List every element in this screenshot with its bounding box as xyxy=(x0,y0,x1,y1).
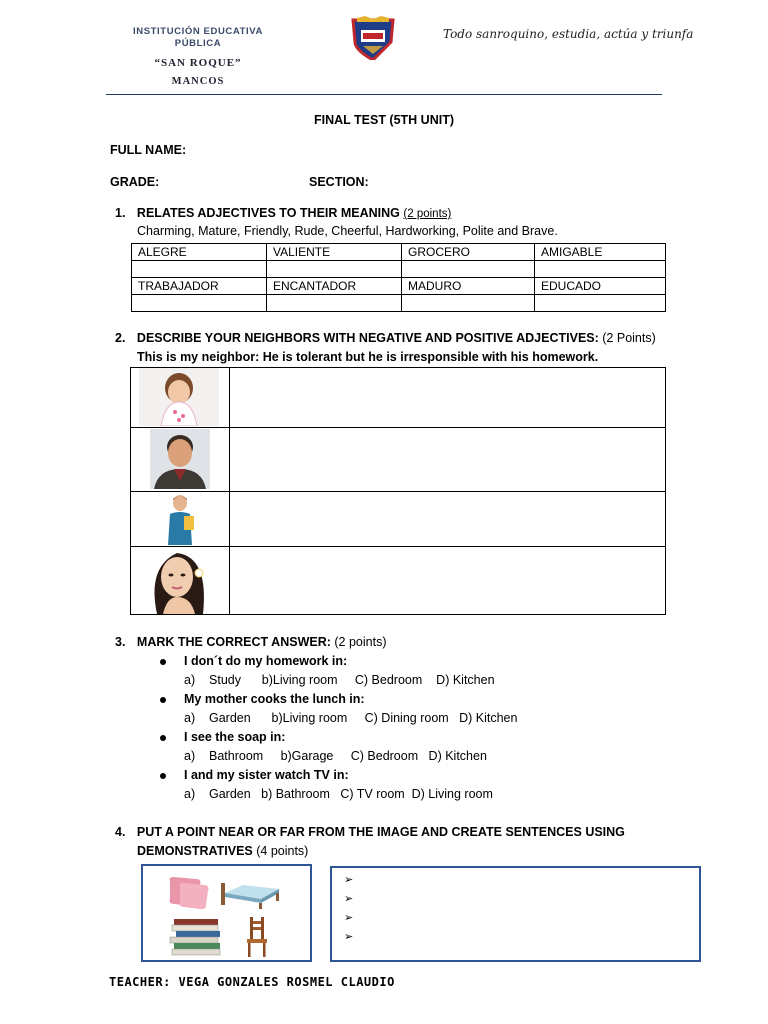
section-label: SECTION: xyxy=(309,175,369,189)
bullet-icon xyxy=(160,697,166,703)
question-1-heading: 1. RELATES ADJECTIVES TO THEIR MEANING (2 points) xyxy=(115,206,452,220)
question-2-example: This is my neighbor: He is tolerant but he is irresponsible with his homework. xyxy=(137,350,599,364)
neighbor-description-field[interactable] xyxy=(230,547,665,614)
neighbor-description-field[interactable] xyxy=(230,492,665,545)
school-motto: Todo sanroquino, estudia, actúa y triunfa xyxy=(443,27,694,41)
question-3-options[interactable]: a) Study b)Living room C) Bedroom D) Kitchen xyxy=(184,673,495,687)
table-cell: TRABAJADOR xyxy=(132,278,267,295)
table-cell: VALIENTE xyxy=(267,244,402,261)
bed-icon xyxy=(219,879,281,909)
sentence-field[interactable] xyxy=(362,891,692,908)
question-3-item: I and my sister watch TV in: xyxy=(184,768,349,782)
teacher-name: TEACHER: VEGA GONZALES ROSMEL CLAUDIO xyxy=(109,975,395,989)
answer-cell[interactable] xyxy=(535,261,666,278)
arrow-bullet-icon: ➢ xyxy=(344,874,354,886)
answer-cell[interactable] xyxy=(132,295,267,312)
table-row-answer xyxy=(132,295,666,312)
answer-cell[interactable] xyxy=(132,261,267,278)
table-cell: MADURO xyxy=(402,278,535,295)
answer-cell[interactable] xyxy=(402,261,535,278)
table-row xyxy=(132,244,666,261)
neighbor-description-field[interactable] xyxy=(230,428,665,490)
answer-cell[interactable] xyxy=(267,295,402,312)
answer-cell[interactable] xyxy=(267,261,402,278)
adjectives-table xyxy=(131,243,666,312)
answer-cell[interactable] xyxy=(402,295,535,312)
sentence-field[interactable] xyxy=(362,929,692,946)
question-4-heading-cont: DEMONSTRATIVES (4 points) xyxy=(137,844,309,858)
baby-girl-icon xyxy=(139,368,219,426)
grade-label: GRADE: xyxy=(110,175,160,189)
question-3-options[interactable]: a) Garden b) Bathroom C) TV room D) Living room xyxy=(184,787,493,801)
full-name-label: FULL NAME: xyxy=(110,143,187,157)
table-cell: ENCANTADOR xyxy=(267,278,402,295)
question-1-word-list: Charming, Mature, Friendly, Rude, Cheerful, Hardworking, Polite and Brave. xyxy=(137,224,558,238)
question-3-heading: 3. MARK THE CORRECT ANSWER: (2 points) xyxy=(115,635,387,649)
table-row-answer xyxy=(132,261,666,278)
chair-icon xyxy=(244,917,270,957)
question-3-item: I see the soap in: xyxy=(184,730,286,744)
table-cell: EDUCADO xyxy=(535,278,666,295)
bullet-icon xyxy=(160,773,166,779)
school-name: “SAN ROQUE” xyxy=(154,57,242,69)
table-cell: GROCERO xyxy=(402,244,535,261)
bullet-icon xyxy=(160,659,166,665)
question-3-options[interactable]: a) Garden b)Living room C) Dining room D) Kitchen xyxy=(184,711,518,725)
neighbor-description-field[interactable] xyxy=(230,368,665,426)
sentence-field[interactable] xyxy=(362,872,692,889)
question-3-item: I don´t do my homework in: xyxy=(184,654,348,668)
arrow-bullet-icon: ➢ xyxy=(344,893,354,905)
answer-cell[interactable] xyxy=(535,295,666,312)
sentence-field[interactable] xyxy=(362,910,692,927)
books-icon xyxy=(168,917,224,957)
school-town: MANCOS xyxy=(171,76,225,87)
pillows-icon xyxy=(166,873,210,911)
page-title: FINAL TEST (5TH UNIT) xyxy=(313,113,455,127)
question-3-options[interactable]: a) Bathroom b)Garage C) Bedroom D) Kitchen xyxy=(184,749,487,763)
arrow-bullet-icon: ➢ xyxy=(344,931,354,943)
question-3-item: My mother cooks the lunch in: xyxy=(184,692,365,706)
school-crest-icon xyxy=(349,16,397,60)
question-4-heading: 4. PUT A POINT NEAR OR FAR FROM THE IMAGE AND CREATE SENTENCES USING xyxy=(115,825,625,839)
student-boy-icon xyxy=(160,494,200,545)
header-rule xyxy=(106,94,662,95)
table-cell: ALEGRE xyxy=(132,244,267,261)
table-row xyxy=(132,278,666,295)
bullet-icon xyxy=(160,735,166,741)
institution-name: INSTITUCIÓN EDUCATIVA PÚBLICA xyxy=(133,26,263,49)
table-cell: AMIGABLE xyxy=(535,244,666,261)
question-2-heading: 2. DESCRIBE YOUR NEIGHBORS WITH NEGATIVE AND POSITIVE ADJECTIVES: (2 Points) xyxy=(115,331,656,345)
woman-icon xyxy=(137,547,217,614)
elderly-man-icon xyxy=(150,429,210,489)
arrow-bullet-icon: ➢ xyxy=(344,912,354,924)
